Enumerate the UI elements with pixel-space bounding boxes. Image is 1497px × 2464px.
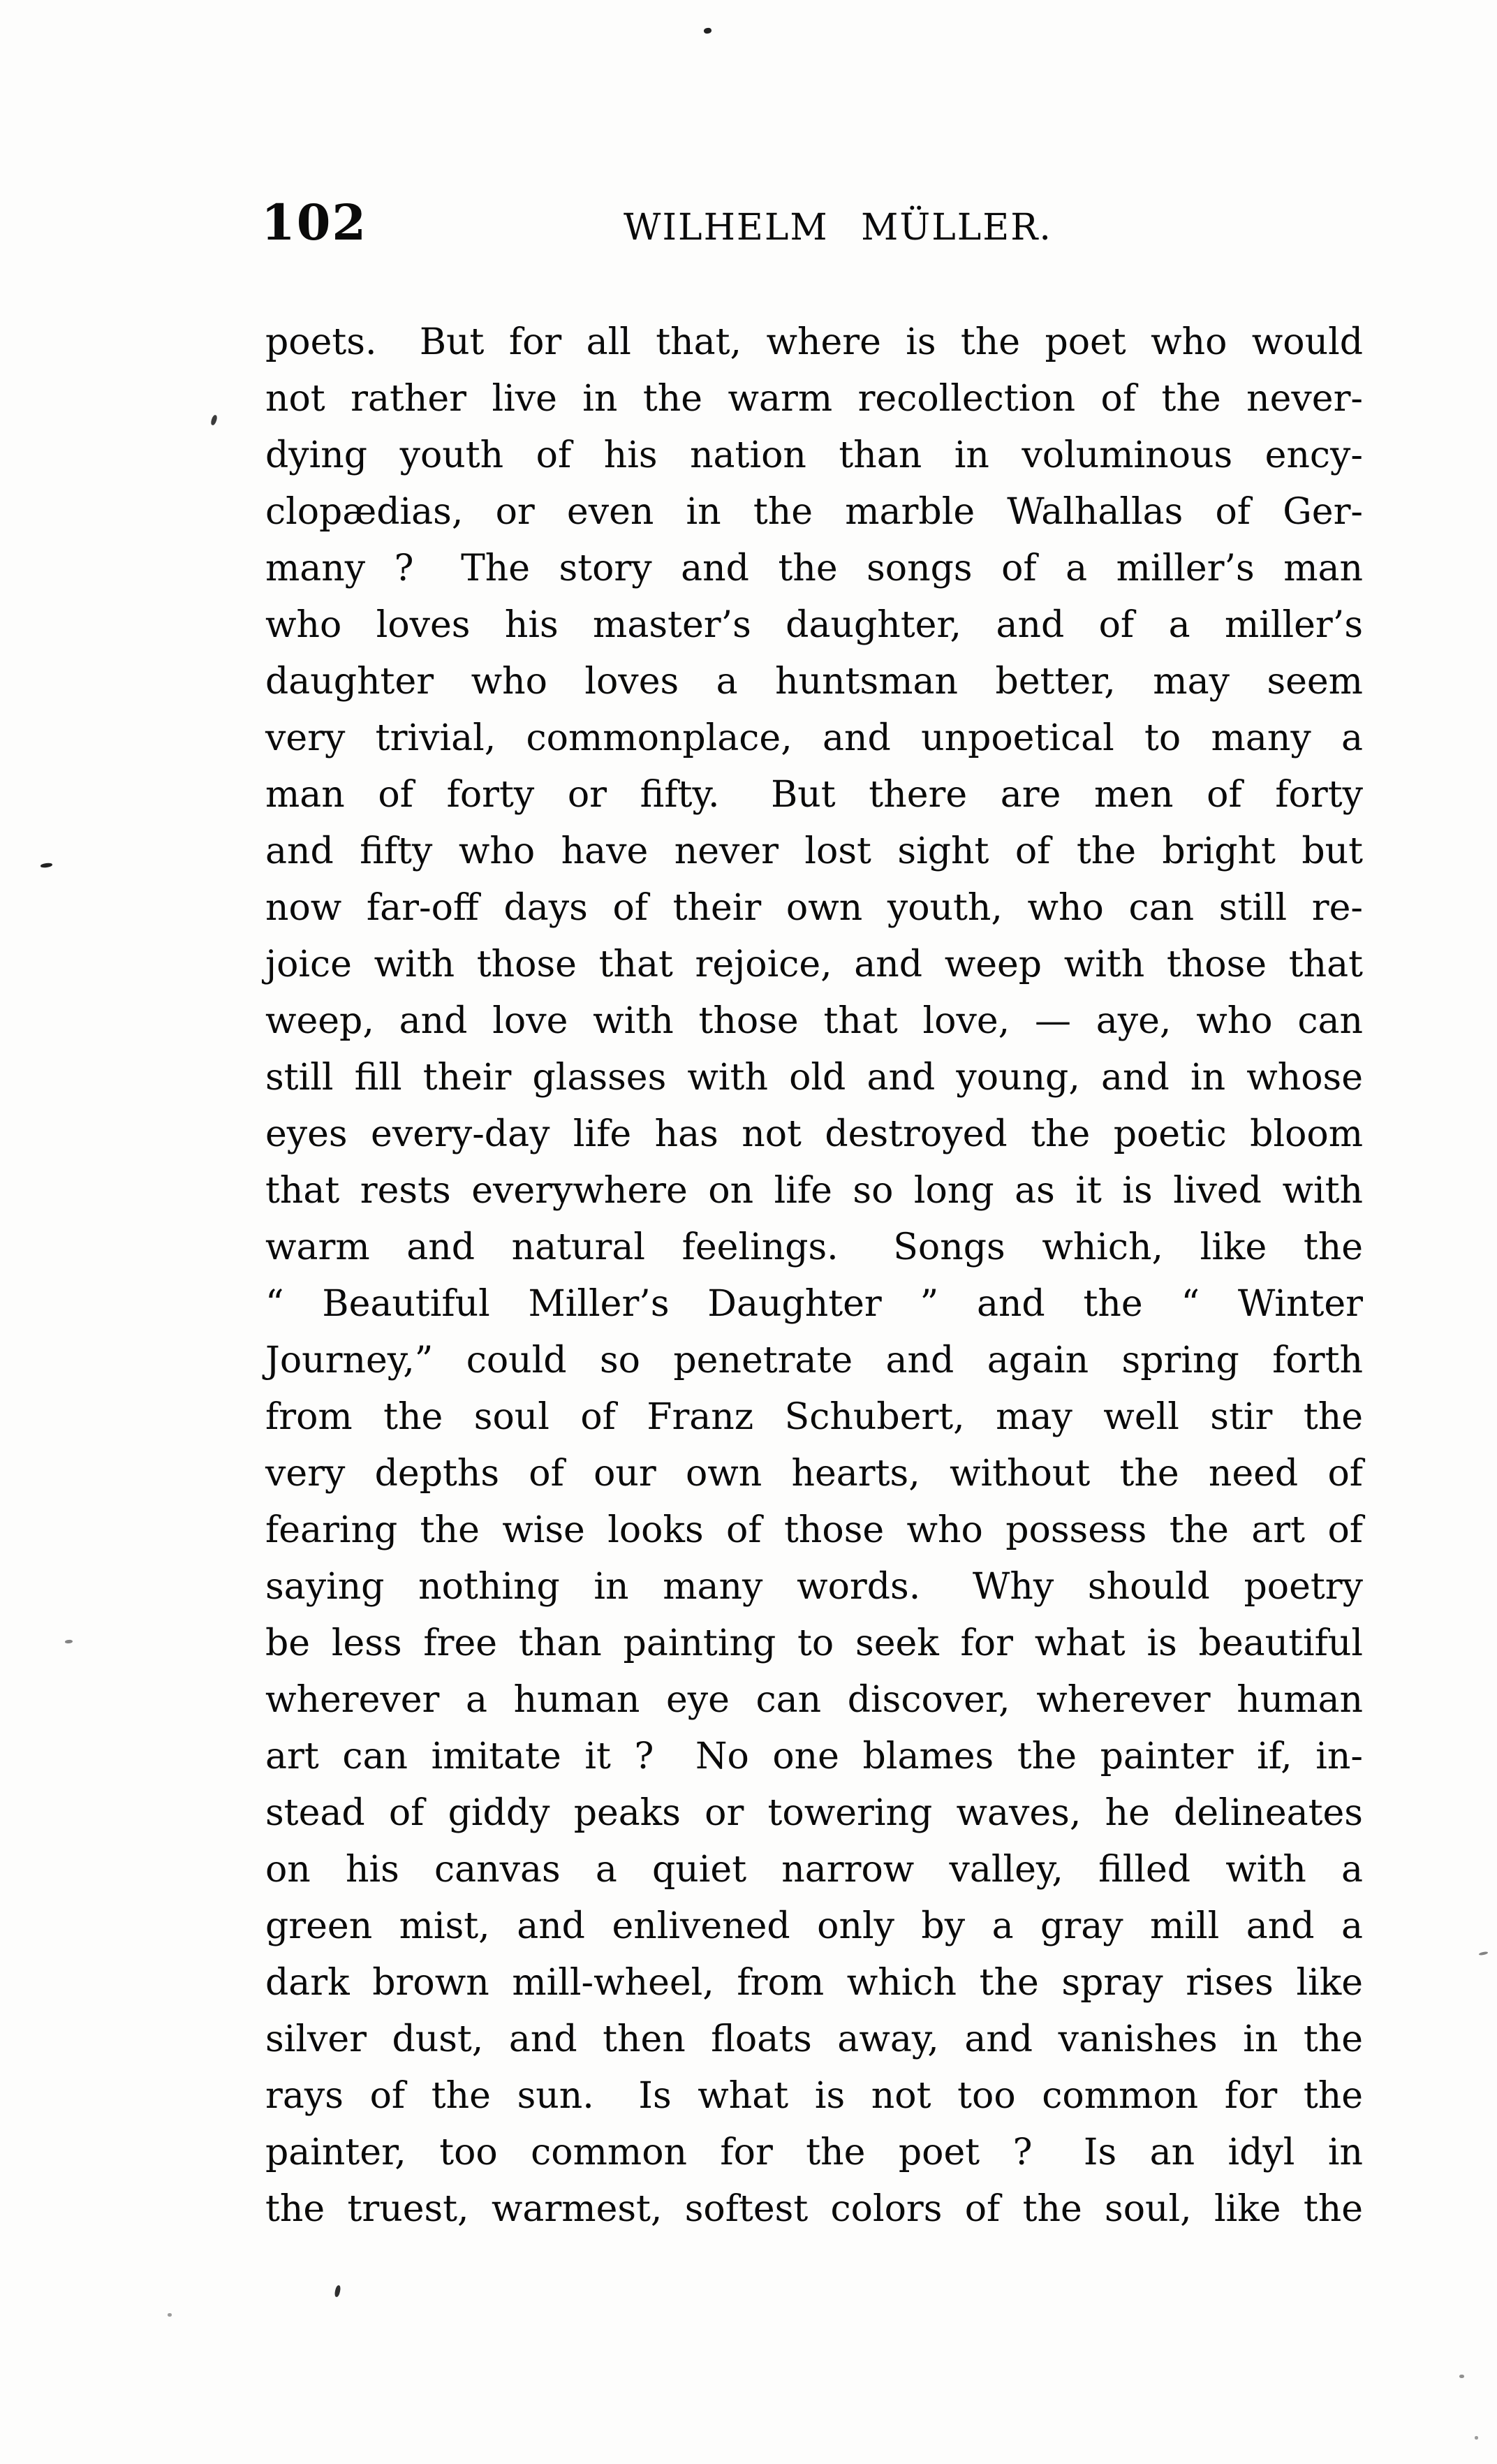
text-line: very trivial, commonplace, and unpoetical to many a xyxy=(265,717,1363,759)
scan-speck xyxy=(703,27,711,34)
scan-speck xyxy=(1459,2375,1464,2378)
text-line: dark brown mill-wheel, from which the spray rises like xyxy=(265,1962,1363,2004)
text-line: from the soul of Franz Schubert, may well stir the xyxy=(265,1396,1363,1438)
text-line: painter, too common for the poet ? Is an idyl in xyxy=(265,2132,1363,2173)
text-line: fearing the wise looks of those who possess the art of xyxy=(265,1509,1363,1551)
text-line: very depths of our own hearts, without the need of xyxy=(265,1453,1363,1495)
text-line: not rather live in the warm recollection of the never- xyxy=(265,378,1363,420)
text-line: green mist, and enlivened only by a gray mill and a xyxy=(265,1905,1363,1947)
text-line: poets. But for all that, where is the poet who would xyxy=(265,321,1363,363)
text-line: clopædias, or even in the marble Walhallas of Ger- xyxy=(265,491,1363,533)
page-body-text xyxy=(265,314,1363,2238)
text-line: Journey,” could so penetrate and again spring forth xyxy=(265,1340,1363,1381)
scan-speck xyxy=(334,2285,341,2297)
text-line: that rests everywhere on life so long as it is lived with xyxy=(265,1170,1363,1212)
text-line: daughter who loves a huntsman better, may seem xyxy=(265,661,1363,703)
scan-speck xyxy=(168,2313,172,2317)
text-line: and fifty who have never lost sight of the bright but xyxy=(265,830,1363,872)
text-line: “ Beautiful Miller’s Daughter ” and the “ Winter xyxy=(265,1283,1363,1325)
text-line: stead of giddy peaks or towering waves, he delineates xyxy=(265,1792,1363,1834)
text-line: on his canvas a quiet narrow valley, filled with a xyxy=(265,1849,1363,1891)
text-line: saying nothing in many words. Why should poetry xyxy=(265,1566,1363,1608)
scan-speck xyxy=(210,414,218,425)
scan-speck xyxy=(1479,1951,1489,1956)
running-header: WILHELM MÜLLER. xyxy=(624,207,1052,249)
text-line: silver dust, and then floats away, and vanishes in the xyxy=(265,2018,1363,2060)
text-line: man of forty or fifty. But there are men of forty xyxy=(265,774,1363,816)
text-line: art can imitate it ? No one blames the painter if, in- xyxy=(265,1736,1363,1777)
scan-speck xyxy=(40,863,53,868)
text-line: many ? The story and the songs of a miller’s man xyxy=(265,548,1363,589)
text-line: eyes every-day life has not destroyed the poetic bloom xyxy=(265,1113,1363,1155)
page-number: 102 xyxy=(261,193,368,251)
text-line: the truest, warmest, softest colors of the soul, like the xyxy=(265,2188,1363,2230)
scan-speck xyxy=(65,1640,73,1644)
text-line: rays of the sun. Is what is not too common for the xyxy=(265,2075,1363,2117)
text-line: weep, and love with those that love, — aye, who can xyxy=(265,1000,1363,1042)
text-line: still fill their glasses with old and young, and in whose xyxy=(265,1057,1363,1099)
text-line: warm and natural feelings. Songs which, like the xyxy=(265,1226,1363,1268)
text-line: who loves his master’s daughter, and of a miller’s xyxy=(265,604,1363,646)
scan-speck xyxy=(1475,2436,1478,2440)
text-line: now far-off days of their own youth, who can still re- xyxy=(265,887,1363,929)
text-line: wherever a human eye can discover, wherever human xyxy=(265,1679,1363,1721)
text-line: be less free than painting to seek for what is beautiful xyxy=(265,1622,1363,1664)
text-line: dying youth of his nation than in voluminous ency- xyxy=(265,434,1363,476)
text-line: joice with those that rejoice, and weep with those that xyxy=(265,944,1363,985)
